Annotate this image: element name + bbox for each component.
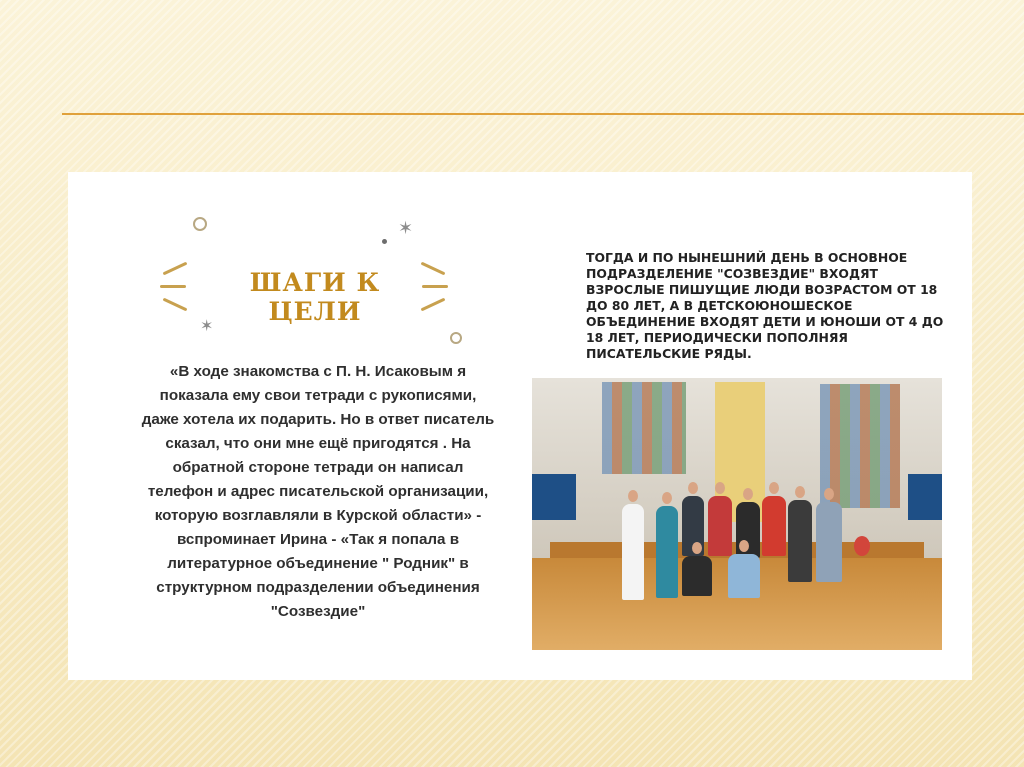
photo-person <box>728 554 760 598</box>
slide-card <box>68 172 972 680</box>
decor-ray-right-2 <box>422 285 448 288</box>
photo-person-head <box>715 482 725 494</box>
photo-person-head <box>769 482 779 494</box>
photo-person-head <box>824 488 834 500</box>
photo-person-head <box>628 490 638 502</box>
decor-circle-top <box>193 217 207 231</box>
photo-person-head <box>692 542 702 554</box>
photo-person <box>788 500 812 582</box>
quote-text: «В ходе знакомства с П. Н. Исаковым я показала ему свои тетради с рукописями, даже хотела их подарить. Но в ответ писатель сказал, что они мне ещё пригодятся . На обратной стороне тетради он написал телефон и адрес писательской организации, которую возглавляли в Курской области» - вспроминает Ирина - «Так я попала в литературное объединение " Родник" в структурном подразделении объединения "Созвездие" <box>141 363 495 620</box>
decor-ray-left-1 <box>163 262 188 276</box>
photo-person <box>816 502 842 582</box>
decor-ray-right-3 <box>421 298 446 312</box>
photo-person-head <box>739 540 749 552</box>
photo-flowers <box>854 536 870 556</box>
group-photo <box>532 378 942 650</box>
decor-star-top: ✶ <box>398 218 414 239</box>
photo-person-head <box>662 492 672 504</box>
photo-caption: ТОГДА И ПО НЫНЕШНИЙ ДЕНЬ В ОСНОВНОЕ ПОДРАЗДЕЛЕНИЕ "СОЗВЕЗДИЕ" ВХОДЯТ ВЗРОСЛЫЕ ПИШУЩИЕ ЛЮДИ ВОЗРАСТОМ ОТ 18 ДО 80 ЛЕТ, А В ДЕТСКОЮНОШЕСКОЕ ОБЪЕДИНЕНИЕ ВХОДЯТ ДЕТИ И ЮНОШИ ОТ 4 ДО 18 ЛЕТ, ПЕРИОДИЧЕСКИ ПОПОЛНЯЯ ПИСАТЕЛЬСКИЕ РЯДЫ. <box>586 250 944 361</box>
decor-circle-bottom <box>450 332 462 344</box>
photo-person <box>682 556 712 596</box>
photo-screen-right <box>908 474 942 520</box>
photo-person <box>622 504 644 600</box>
photo-person-head <box>688 482 698 494</box>
photo-screen-left <box>532 474 576 520</box>
photo-collage-left <box>602 382 686 474</box>
photo-person <box>656 506 678 598</box>
slide-heading: ШАГИ К ЦЕЛИ <box>249 268 381 326</box>
decor-dot <box>382 239 387 244</box>
photo-person-head <box>743 488 753 500</box>
decor-ray-left-2 <box>160 285 186 288</box>
photo-person <box>708 496 732 556</box>
decor-star-bottom: ✶ <box>200 316 214 335</box>
photo-person <box>762 496 786 556</box>
photo-person-head <box>795 486 805 498</box>
decor-ray-right-1 <box>421 262 446 276</box>
title-divider-line <box>62 113 1024 115</box>
decor-ray-left-3 <box>163 298 188 312</box>
